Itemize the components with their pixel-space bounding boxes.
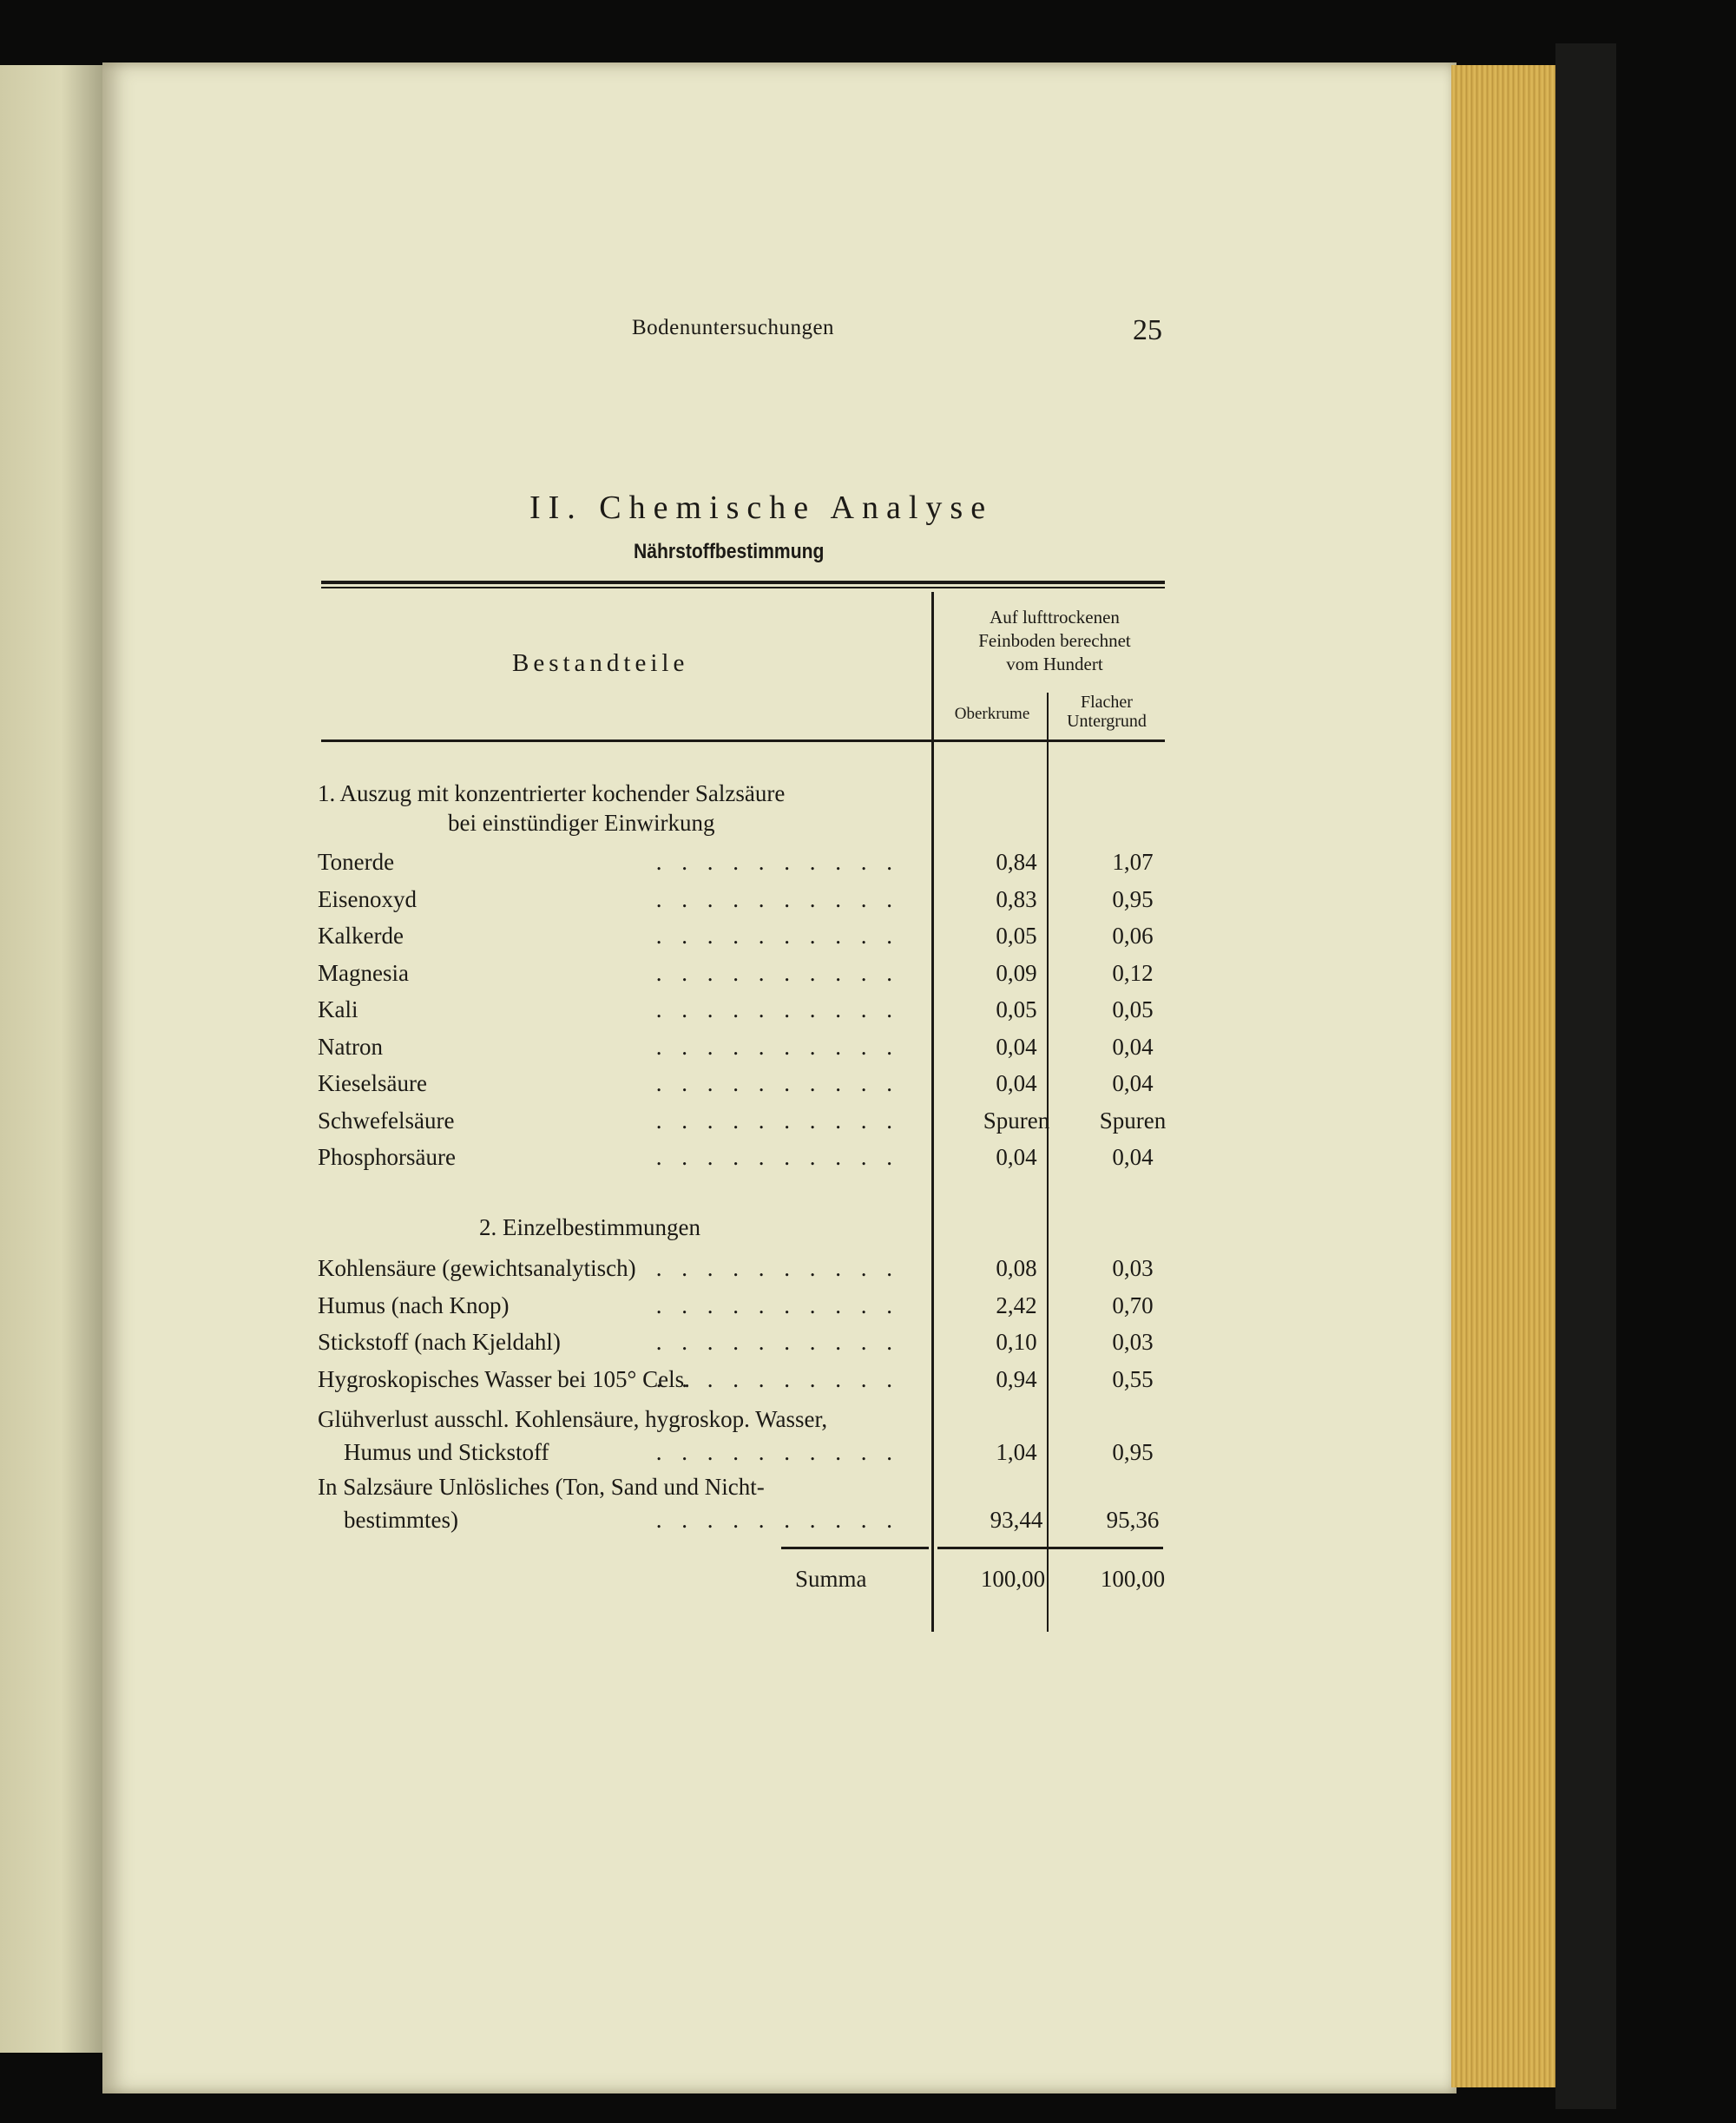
section-title: II. Chemische Analyse bbox=[529, 490, 994, 526]
leader-dots: . . . . . . . . . . bbox=[655, 849, 899, 875]
row-label-line1: Glühverlust ausschl. Kohlensäure, hygroskop. Wasser, bbox=[318, 1406, 828, 1432]
row-label: Hygroskopisches Wasser bei 105° Cels. bbox=[318, 1365, 690, 1392]
group1-title-line1: 1. Auszug mit konzentrierter kochender Salzsäure bbox=[318, 780, 786, 806]
leader-dots: . . . . . . . . . . bbox=[655, 959, 899, 986]
table-row bbox=[318, 1107, 1167, 1142]
summa-rule-right bbox=[937, 1547, 1163, 1549]
value-oberkrume: 0,10 bbox=[996, 1329, 1037, 1355]
column-header-bestandteile: Bestandteile bbox=[512, 649, 689, 677]
row-label: Magnesia bbox=[318, 959, 409, 986]
row-label: Humus (nach Knop) bbox=[318, 1292, 510, 1318]
value-oberkrume: Spuren bbox=[983, 1107, 1050, 1134]
header-group-line: vom Hundert bbox=[1006, 654, 1103, 674]
leader-dots: . . . . . . . . . . bbox=[655, 1070, 899, 1096]
leader-dots: . . . . . . . . . . bbox=[655, 885, 899, 912]
leader-dots: . . . . . . . . . . bbox=[655, 1329, 899, 1355]
value-oberkrume: 93,44 bbox=[990, 1507, 1043, 1533]
table-row bbox=[318, 1070, 1160, 1105]
header-group-line: Auf lufttrockenen bbox=[990, 607, 1120, 628]
value-untergrund: 0,05 bbox=[1112, 996, 1154, 1022]
value-oberkrume: 0,05 bbox=[996, 996, 1037, 1022]
header-group-line: Feinboden berechnet bbox=[978, 630, 1131, 651]
row-label-line2: bestimmtes) bbox=[344, 1507, 458, 1533]
column-header-oberkrume: Oberkrume bbox=[954, 705, 1030, 723]
value-oberkrume: 2,42 bbox=[996, 1292, 1037, 1318]
table-row bbox=[318, 849, 1160, 884]
table-row bbox=[318, 1144, 1160, 1179]
row-label: Kali bbox=[318, 996, 358, 1022]
page-block-edges bbox=[1451, 65, 1555, 2087]
value-untergrund: 0,95 bbox=[1112, 885, 1154, 912]
leader-dots: . . . . . . . . . . bbox=[655, 996, 899, 1022]
table-row bbox=[318, 923, 1160, 957]
value-untergrund: Spuren bbox=[1099, 1107, 1167, 1134]
table-row bbox=[318, 1406, 1160, 1474]
value-untergrund: 0,95 bbox=[1112, 1439, 1154, 1465]
row-label: Kieselsäure bbox=[318, 1070, 427, 1096]
row-label: Kohlensäure (gewichtsanalytisch) bbox=[318, 1255, 636, 1281]
group1-title-line2: bei einstündiger Einwirkung bbox=[448, 810, 715, 836]
value-oberkrume: 0,05 bbox=[996, 923, 1037, 949]
page-number: 25 bbox=[1133, 314, 1162, 346]
value-oberkrume: 0,04 bbox=[996, 1144, 1037, 1170]
value-untergrund: 0,03 bbox=[1112, 1329, 1154, 1355]
value-untergrund: 0,04 bbox=[1112, 1033, 1154, 1060]
summa-untergrund: 100,00 bbox=[1100, 1566, 1166, 1592]
group2-title: 2. Einzelbestimmungen bbox=[479, 1214, 700, 1240]
leader-dots: . . . . . . . . . . bbox=[655, 1033, 899, 1060]
book-cover-edge bbox=[1555, 43, 1616, 2109]
summa-rule-left bbox=[781, 1547, 929, 1549]
leader-dots: . . . . . . . . . . bbox=[655, 1439, 899, 1465]
column-header-untergrund bbox=[1050, 693, 1163, 731]
value-untergrund: 0,70 bbox=[1112, 1292, 1154, 1318]
value-oberkrume: 0,83 bbox=[996, 885, 1037, 912]
table-row bbox=[318, 886, 1160, 921]
value-oberkrume: 0,08 bbox=[996, 1255, 1037, 1281]
leader-dots: . . . . . . . . . . bbox=[655, 1292, 899, 1318]
value-untergrund: 0,55 bbox=[1112, 1365, 1154, 1392]
value-untergrund: 0,04 bbox=[1112, 1144, 1154, 1170]
header-col2-line: Untergrund bbox=[1067, 712, 1147, 731]
subtitle: Nährstoffbestimmung bbox=[634, 540, 825, 563]
row-label: Natron bbox=[318, 1033, 383, 1060]
value-untergrund: 0,03 bbox=[1112, 1255, 1154, 1281]
leader-dots: . . . . . . . . . . bbox=[655, 1255, 899, 1281]
table-row bbox=[318, 1292, 1160, 1327]
running-head: Bodenuntersuchungen bbox=[632, 316, 835, 339]
leader-dots: . . . . . . . . . . bbox=[655, 1507, 899, 1533]
table-row bbox=[318, 960, 1160, 995]
leader-dots: . . . . . . . . . . bbox=[655, 1107, 899, 1134]
table-row bbox=[318, 1034, 1160, 1068]
row-label: Kalkerde bbox=[318, 923, 404, 949]
value-untergrund: 1,07 bbox=[1112, 849, 1154, 875]
value-oberkrume: 1,04 bbox=[996, 1439, 1037, 1465]
row-label: Eisenoxyd bbox=[318, 885, 417, 912]
table-row bbox=[318, 1366, 1160, 1401]
table-top-rule bbox=[321, 581, 1165, 584]
value-oberkrume: 0,04 bbox=[996, 1033, 1037, 1060]
value-oberkrume: 0,94 bbox=[996, 1365, 1037, 1392]
leader-dots: . . . . . . . . . . bbox=[655, 1365, 899, 1392]
row-label: Phosphorsäure bbox=[318, 1144, 456, 1170]
table-header-rule bbox=[321, 739, 1165, 742]
summa-oberkrume: 100,00 bbox=[980, 1566, 1046, 1592]
leader-dots: . . . . . . . . . . bbox=[655, 923, 899, 949]
value-untergrund: 0,04 bbox=[1112, 1070, 1154, 1096]
row-label-line1: In Salzsäure Unlösliches (Ton, Sand und Nicht- bbox=[318, 1474, 765, 1500]
column-header-group bbox=[937, 606, 1172, 676]
facing-page-edge bbox=[0, 65, 102, 2053]
table-row bbox=[318, 1255, 1160, 1290]
table-top-rule-thin bbox=[321, 587, 1165, 588]
row-label-line2: Humus und Stickstoff bbox=[344, 1439, 549, 1465]
table-row bbox=[318, 996, 1160, 1031]
value-oberkrume: 0,04 bbox=[996, 1070, 1037, 1096]
value-oberkrume: 0,09 bbox=[996, 959, 1037, 986]
table-row bbox=[318, 1474, 1160, 1541]
leader-dots: . . . . . . . . . . bbox=[655, 1144, 899, 1170]
value-untergrund: 95,36 bbox=[1106, 1507, 1160, 1533]
row-label: Schwefelsäure bbox=[318, 1107, 455, 1134]
table-row bbox=[318, 1329, 1160, 1364]
row-label: Tonerde bbox=[318, 849, 395, 875]
summa-label: Summa bbox=[795, 1566, 867, 1592]
value-untergrund: 0,06 bbox=[1112, 923, 1154, 949]
value-untergrund: 0,12 bbox=[1112, 959, 1154, 986]
header-col2-line: Flacher bbox=[1081, 693, 1133, 712]
value-oberkrume: 0,84 bbox=[996, 849, 1037, 875]
row-label: Stickstoff (nach Kjeldahl) bbox=[318, 1329, 561, 1355]
